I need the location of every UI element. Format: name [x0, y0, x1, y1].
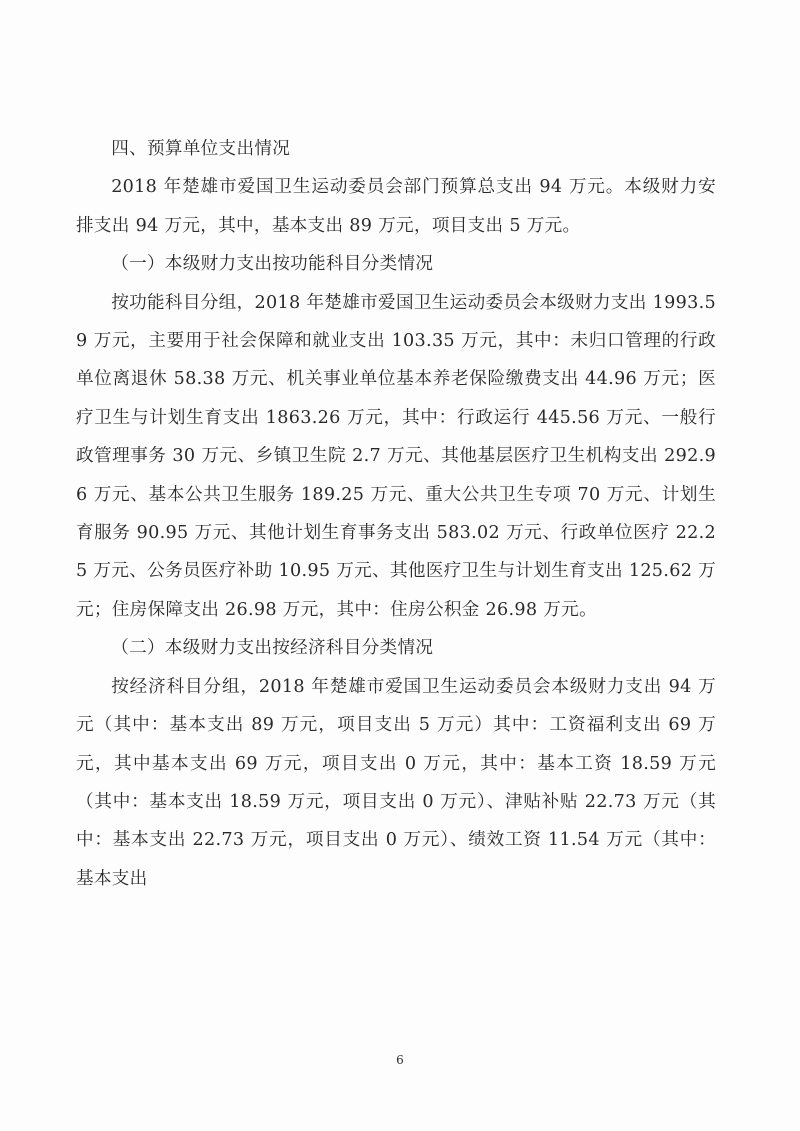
- section-heading: 四、预算单位支出情况: [111, 139, 291, 159]
- page-number: 6: [396, 1053, 404, 1067]
- economic-paragraph: 按经济科目分组，2018 年楚雄市爱国卫生运动委员会本级财力支出 94 万元（其中：基本支出 89 万元，项目支出 5 万元）其中：工资福利支出 69 万元，其中基本支出 69 万元，项目支出 0 万元，其中：基本工资 18.59 万元（其中：基本支出 18.59 万元，项目支出 0 万元）、津贴补贴 22.73 万元（其中：基本支出 22.73 万元，项目支出 0 万元）、绩效工资 11.54 万元（其中：基本支出: [76, 676, 716, 889]
- functional-paragraph: 按功能科目分组，2018 年楚雄市爱国卫生运动委员会本级财力支出 1993.59 万元，主要用于社会保障和就业支出 103.35 万元，其中：未归口管理的行政单位离退休 58.38 万元、机关事业单位基本养老保险缴费支出 44.96 万元；医疗卫生与计划生育支出 1863.26 万元，其中：行政运行 445.56 万元、一般行政管理事务 30 万元、乡镇卫生院 2.7 万元、其他基层医疗卫生机构支出 292.96 万元、基本公共卫生服务 189.25 万元、重大公共卫生专项 70 万元、计划生育服务 90.95 万元、其他计划生育事务支出 583.02 万元、行政单位医疗 22.25 万元、公务员医疗补助 10.95 万元、其他医疗卫生与计划生育支出 125.62 万元；住房保障支出 26.98 万元，其中：住房公积金 26.98 万元。: [76, 292, 716, 620]
- summary-paragraph: 2018 年楚雄市爱国卫生运动委员会部门预算总支出 94 万元。本级财力安排支出 94 万元，其中，基本支出 89 万元，项目支出 5 万元。: [76, 177, 716, 236]
- functional-heading: （一）本级财力支出按功能科目分类情况: [111, 254, 434, 275]
- document-body: [76, 130, 716, 898]
- economic-heading: （二）本级财力支出按经济科目分类情况: [111, 638, 434, 659]
